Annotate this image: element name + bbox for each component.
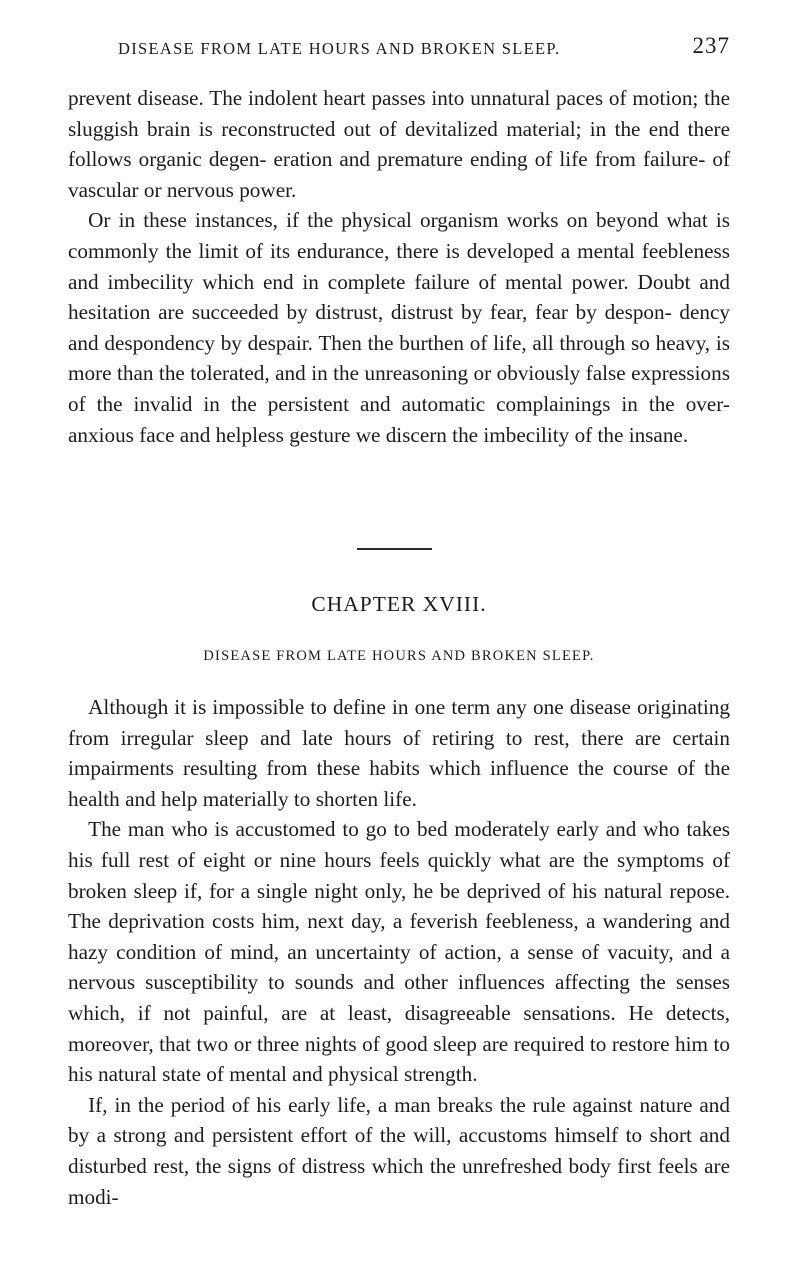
running-head	[68, 33, 730, 63]
paragraph: Although it is impossible to define in one term any one disease originating from irregular sleep and late hours of retiring to rest, there are certain impairments resulting from these habits which influence the course of the health and help materially to shorten life.	[68, 695, 730, 811]
paragraph: prevent disease. The indolent heart passes into unnatural paces of motion; the sluggish brain is reconstructed out of devitalized material; in the end there follows organic degen- eration and premature ending of life from failure- of vascular or nervous power.	[68, 86, 730, 202]
paragraph: Or in these instances, if the physical organism works on beyond what is commonly the limit of its endurance, there is developed a mental feebleness and imbecility which end in complete failure of mental power. Doubt and hesitation are succeeded by distrust, distrust by fear, fear by despon- dency and despondency by despair. Then the burthen of life, all through so heavy, is more than the tolerated, and in the unreasoning or obviously false expressions of the invalid in the persistent and automatic complainings in the over- anxious face and helpless gesture we discern the imbecility of the insane.	[68, 208, 730, 447]
chapter-title: CHAPTER XVIII.	[311, 592, 487, 616]
chapter-subtitle: DISEASE FROM LATE HOURS AND BROKEN SLEEP.	[203, 648, 595, 664]
section-divider	[357, 548, 432, 550]
page-number: 237	[692, 33, 730, 58]
body-text-top	[68, 83, 730, 450]
running-head-title: DISEASE FROM LATE HOURS AND BROKEN SLEEP.	[118, 39, 561, 58]
paragraph: If, in the period of his early life, a man breaks the rule against nature and by a strong and persistent effort of the will, accustoms himself to short and disturbed rest, the signs of distress which the unrefreshed body first feels are modi-	[68, 1092, 730, 1209]
body-text-chapter	[68, 692, 730, 1212]
paragraph: The man who is accustomed to go to bed moderately early and who takes his full rest of eight or nine hours feels quickly what are the symptoms of broken sleep if, for a single night only, he be deprived of his natural repose. The deprivation costs him, next day, a feverish feebleness, a wandering and hazy condition of mind, an uncertainty of action, a sense of vacuity, and a nervous susceptibility to sounds and other influences affecting the senses which, if not painful, are at least, disagreeable sensations. He detects, moreover, that two or three nights of good sleep are required to restore him to his natural state of mental and physical strength.	[68, 817, 730, 1087]
